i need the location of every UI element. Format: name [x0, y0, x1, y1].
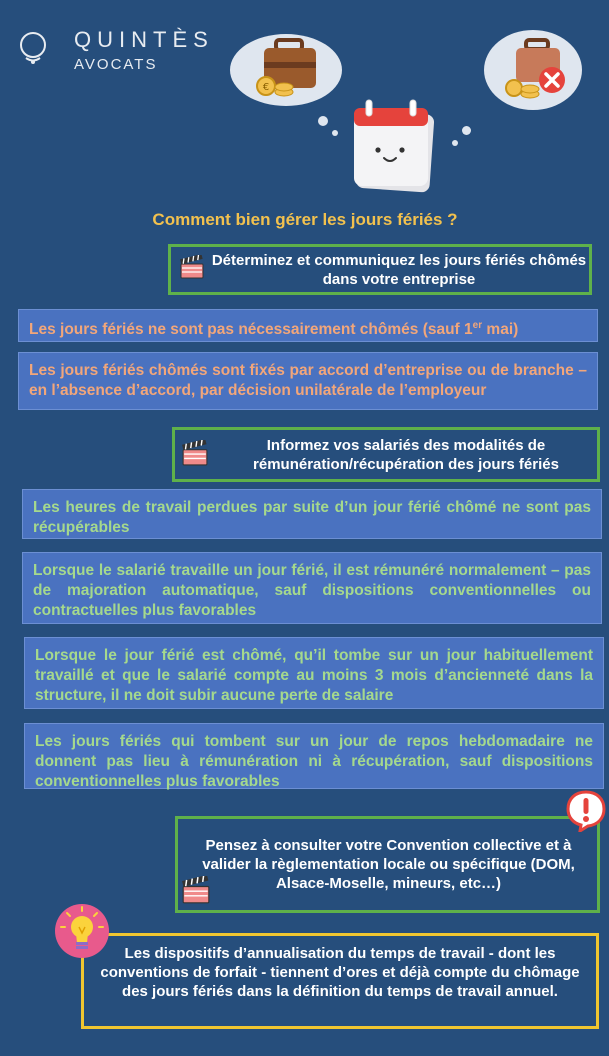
quintes-logo-icon [18, 28, 48, 66]
brand-subtitle: AVOCATS [74, 56, 158, 73]
page-title: Comment bien gérer les jours fériés ? [152, 210, 458, 229]
section1-heading [168, 244, 592, 295]
note-text: Pensez à consulter votre Convention collective et à valider la règlementation locale ou spécifique (DOM, Alsace-Moselle, mineurs, etc…) [202, 837, 575, 892]
lightbulb-icon [54, 903, 110, 959]
section2-item-3 [24, 637, 604, 709]
section1-item-1 [18, 309, 598, 342]
section1-item-1-end: mai) [482, 321, 519, 339]
section2-item-2 [22, 552, 602, 624]
thought-bubble-right-small [452, 140, 458, 146]
section1-heading-text: Déterminez et communiquez les jours fériés chômés dans votre entreprise [211, 251, 587, 288]
section2-item-2-text: Lorsque le salarié travaille un jour férié, il est rémunéré normalement – pas de majoration automatique, sauf dispositions conventionnelles ou contractuelles plus favorables [33, 562, 591, 619]
section2-item-4 [24, 723, 604, 789]
footer-box [81, 933, 599, 1029]
section1-item-2 [18, 352, 598, 410]
exclamation-icon [566, 790, 606, 832]
section2-heading-text: Informez vos salariés des modalités de rémunération/récupération des jours fériés [253, 436, 559, 473]
section2-item-1 [22, 489, 602, 539]
clapperboard-icon [180, 255, 204, 279]
section1-item-1-text: Les jours fériés ne sont pas nécessairement chômés (sauf 1 [29, 321, 473, 339]
section2-item-3-text: Lorsque le jour férié est chômé, qu’il tombe sur un jour habituellement travaillé et que le salarié compte au moins 3 mois d’ancienneté dans la structure, il ne doit subir aucune perte de salaire [35, 647, 593, 704]
clapperboard-icon [182, 876, 210, 904]
svg-text:€: € [262, 82, 270, 93]
thought-bubble-left-small [332, 130, 338, 136]
footer-text: Les dispositifs d’annualisation du temps de travail - dont les conventions de forfait - tiennent d’ores et déjà compte du chômage des jours fériés dans la définition du temps de travail annuel. [100, 945, 580, 1000]
briefcase-cancel-icon [484, 20, 582, 112]
calendar-face-icon [346, 98, 438, 194]
section2-heading [172, 427, 600, 482]
section2-item-1-text: Les heures de travail perdues par suite d’un jour férié chômé ne sont pas récupérables [33, 499, 591, 536]
briefcase-money-icon [230, 26, 342, 108]
brand-name: QUINTÈS [74, 27, 214, 52]
section2-item-4-text: Les jours fériés qui tombent sur un jour de repos hebdomadaire ne donnent pas lieu à rémunération ni à récupération, sauf dispositions conventionnelles plus favorables [35, 733, 593, 790]
section1-item-2-text: Les jours fériés chômés sont fixés par accord d’entreprise ou de branche – en l’absence d’accord, par décision unilatérale de l’employeur [29, 362, 587, 399]
note-box [175, 816, 600, 913]
clapperboard-icon [182, 440, 208, 466]
thought-bubble-right [462, 126, 471, 135]
thought-bubble-left [318, 116, 328, 126]
section1-item-1-sup: er [472, 320, 483, 331]
